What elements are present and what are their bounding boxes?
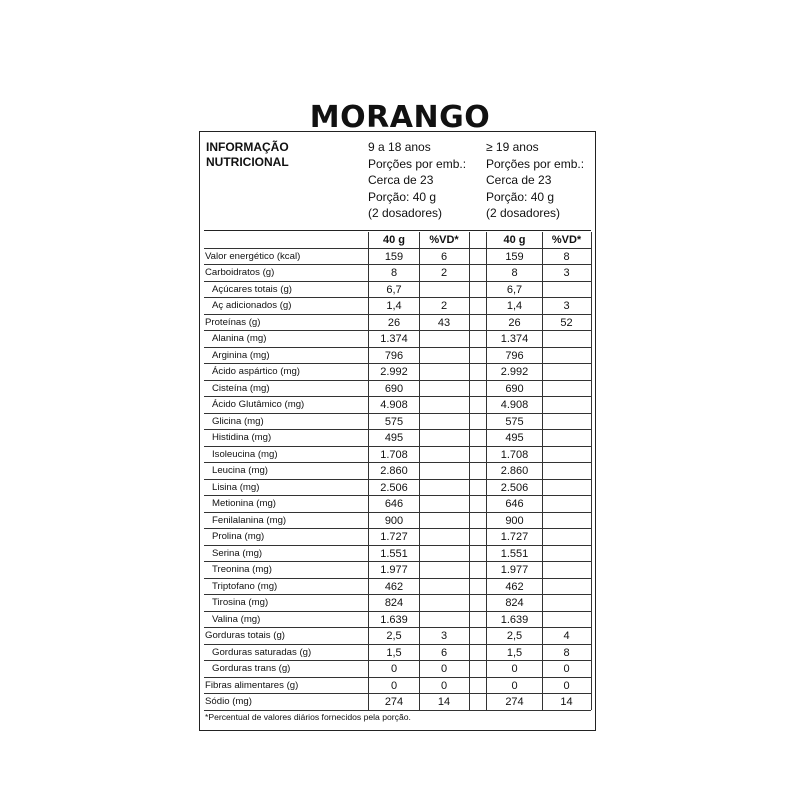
group-b-vd-value: 0 (563, 663, 570, 675)
nutrient-row (200, 447, 597, 464)
group-a-age-range: 9 a 18 anos (368, 140, 431, 154)
group-b-vd-value (542, 595, 591, 612)
group-a-vd-value (419, 381, 469, 398)
group-a-value: 274 (384, 696, 404, 708)
group-a-value: 2.992 (380, 366, 408, 378)
nutrient-row (200, 463, 597, 480)
group-b-vd-header: %VD* (551, 234, 582, 246)
group-a-value: 1.727 (380, 531, 408, 543)
group-a-value: 1,5 (386, 646, 402, 659)
group-a-value: 1.977 (380, 564, 408, 576)
group-a-vd-header: %VD* (429, 234, 459, 246)
group-b-value: 159 (505, 250, 524, 263)
group-b-value: 274 (505, 696, 524, 708)
nutrient-name: Leucina (mg) (212, 465, 268, 476)
group-b-vd-value (542, 480, 591, 497)
nutrition-facts-label (199, 131, 596, 731)
nutrient-row (200, 381, 597, 398)
nutrient-name: Serina (mg) (212, 547, 263, 559)
nutrient-row (200, 628, 597, 645)
nutrient-name: Ácido aspártico (mg) (212, 366, 300, 377)
group-b-vd-value (542, 348, 591, 365)
group-a-value: 8 (390, 267, 398, 279)
nutrient-row (200, 579, 597, 596)
group-a-vd-value (419, 397, 469, 414)
group-b-value: 796 (505, 349, 524, 362)
group-b-value: 1.551 (500, 547, 529, 560)
group-a-vd-value: 6 (440, 250, 448, 263)
nutrient-name: Proteínas (g) (205, 316, 261, 328)
nutrient-name: Gorduras trans (g) (212, 663, 291, 674)
group-a-value: 575 (384, 415, 404, 428)
group-a-vd-value (419, 496, 469, 513)
group-b-vd-value (542, 447, 591, 464)
group-b-vd-value: 8 (563, 646, 570, 659)
column-header-row (200, 232, 597, 249)
nutrient-row (200, 694, 597, 711)
group-b-value: 0 (511, 663, 518, 675)
group-b-value: 1.727 (500, 531, 529, 543)
group-a-vd-value (419, 414, 469, 431)
group-a-vd-value: 2 (440, 300, 448, 312)
group-b-age-range: ≥ 19 anos (486, 140, 539, 154)
group-b-vd-value: 3 (563, 300, 570, 312)
nutrient-name: Lisina (mg) (212, 481, 260, 493)
column-rule (486, 232, 487, 710)
group-a-vd-value (419, 595, 469, 612)
nutrient-name: Alanina (mg) (212, 333, 267, 344)
nutrient-name: Açúcares totais (g) (212, 283, 292, 295)
nutrient-row (200, 562, 597, 579)
group-b-vd-value: 4 (563, 630, 570, 642)
nutrient-row (200, 364, 597, 381)
group-b-value: 8 (511, 267, 518, 279)
group-b-vd-value (542, 579, 591, 596)
group-a-value: 1.639 (380, 613, 408, 626)
nutrient-name: Valina (mg) (212, 613, 261, 625)
nutrient-name: Glicina (mg) (212, 415, 264, 427)
nutrient-name: Fibras alimentares (g) (205, 679, 299, 691)
group-b-value: 6,7 (506, 283, 523, 296)
group-b-value: 575 (505, 415, 524, 428)
nutrient-name: Prolina (mg) (212, 531, 265, 542)
nutrient-name: Valor energético (kcal) (205, 250, 301, 262)
group-b-value: 1,5 (506, 646, 523, 659)
group-a-value: 159 (384, 250, 404, 263)
nutrient-row (200, 645, 597, 662)
group-a-vd-value (419, 513, 469, 530)
nutrient-row (200, 513, 597, 530)
group-b-vd-value: 0 (563, 679, 570, 692)
group-a-value: 0 (390, 679, 398, 692)
row-divider (204, 710, 591, 711)
column-rule (469, 232, 470, 710)
nutrient-row (200, 480, 597, 497)
nutrient-name: Fenilalanina (mg) (212, 514, 287, 526)
group-b-portion: Porção: 40 g (486, 189, 555, 204)
group-b-value: 0 (511, 679, 518, 692)
group-a-value: 1.708 (380, 448, 408, 461)
nutrient-name: Ácido Glutâmico (mg) (212, 399, 305, 410)
nutrient-name: Cisteína (mg) (212, 382, 270, 394)
nutrient-row (200, 661, 597, 678)
group-b-vd-value: 3 (563, 267, 570, 279)
group-b-vd-value (542, 546, 591, 563)
group-a-vd-value (419, 546, 469, 563)
group-a-vd-value (419, 331, 469, 348)
flavor-title: MORANGO (309, 100, 491, 135)
group-a-value: 2.506 (380, 481, 408, 494)
group-b-value: 824 (505, 597, 524, 609)
group-a-vd-value (419, 430, 469, 447)
group-b-servings-count: Cerca de 23 (486, 173, 552, 187)
nutrient-row (200, 430, 597, 447)
nutrient-row (200, 348, 597, 365)
group-a-value: 495 (384, 432, 404, 444)
group-a-servings-count: Cerca de 23 (368, 173, 434, 187)
nutrient-table (200, 232, 597, 711)
group-b-value: 26 (508, 316, 521, 329)
nutrient-name: Aç adicionados (g) (212, 300, 292, 311)
nutrient-name: Gorduras totais (g) (205, 630, 285, 641)
column-rule (591, 232, 592, 710)
group-b-vd-value (542, 562, 591, 579)
nutrient-row (200, 282, 597, 299)
group-a-vd-value (419, 463, 469, 480)
nutrient-name: Sódio (mg) (205, 696, 252, 707)
group-a-vd-value (419, 447, 469, 464)
group-a-serving-info (368, 139, 466, 222)
group-b-vd-value (542, 414, 591, 431)
group-a-value: 462 (384, 580, 404, 593)
group-b-scoops: (2 dosadores) (486, 206, 561, 220)
group-b-value: 900 (505, 514, 524, 527)
nutrient-row (200, 546, 597, 563)
label-heading-line-1: INFORMAÇÃO (206, 140, 289, 154)
group-b-vd-value (542, 381, 591, 398)
group-a-value: 1.374 (380, 333, 408, 345)
nutrient-name: Tirosina (mg) (212, 597, 269, 608)
group-b-vd-value (542, 513, 591, 530)
nutrient-row (200, 529, 597, 546)
group-a-scoops: (2 dosadores) (368, 206, 443, 220)
group-b-vd-value: 52 (560, 316, 573, 329)
group-a-vd-value: 2 (440, 267, 448, 279)
group-a-value: 1.551 (380, 547, 408, 560)
group-a-value: 900 (384, 514, 404, 527)
column-rule (419, 232, 420, 710)
group-a-value: 690 (384, 382, 404, 395)
nutrient-name: Treonina (mg) (212, 564, 272, 575)
group-a-vd-value (419, 348, 469, 365)
group-b-vd-value: 8 (563, 250, 570, 263)
nutrient-row (200, 315, 597, 332)
nutrient-name: Carboidratos (g) (205, 267, 275, 278)
nutrient-name: Metionina (mg) (212, 498, 276, 509)
group-b-vd-value (542, 397, 591, 414)
group-b-value: 2.860 (500, 465, 529, 477)
group-a-vd-value: 0 (440, 679, 448, 692)
group-b-servings-label: Porções por emb.: (486, 156, 585, 171)
nutrient-row (200, 414, 597, 431)
group-b-vd-value (542, 463, 591, 480)
group-a-vd-value: 3 (440, 630, 448, 642)
group-b-value: 462 (505, 580, 524, 593)
group-b-value: 4.908 (500, 399, 529, 411)
group-b-serving-info (486, 139, 584, 222)
group-a-vd-value: 6 (440, 646, 448, 659)
group-a-portion-header: 40 g (382, 234, 405, 246)
group-a-value: 2,5 (386, 630, 402, 642)
nutrient-row (200, 298, 597, 315)
group-a-value: 0 (390, 663, 398, 675)
column-rule (368, 232, 369, 710)
group-a-vd-value (419, 282, 469, 299)
group-a-vd-value: 0 (440, 663, 448, 675)
group-a-value: 1,4 (386, 300, 402, 312)
group-b-vd-value (542, 282, 591, 299)
nutrient-name: Gorduras saturadas (g) (212, 646, 312, 658)
group-b-vd-value (542, 496, 591, 513)
nutrient-row (200, 496, 597, 513)
label-heading-line-2: NUTRICIONAL (206, 155, 289, 169)
group-a-vd-value (419, 364, 469, 381)
group-a-vd-value (419, 480, 469, 497)
group-b-vd-value (542, 331, 591, 348)
nutrient-name: Arginina (mg) (212, 349, 270, 361)
nutrient-name: Histidina (mg) (212, 432, 272, 443)
label-heading (206, 140, 289, 170)
group-a-vd-value (419, 612, 469, 629)
group-b-value: 1,4 (506, 300, 523, 312)
group-a-value: 796 (384, 349, 404, 362)
group-b-value: 495 (505, 432, 524, 444)
footnote: *Percentual de valores diários fornecidos pela porção. (205, 712, 411, 722)
group-a-vd-value (419, 562, 469, 579)
nutrient-name: Triptofano (mg) (212, 580, 278, 592)
nutrient-row (200, 249, 597, 266)
group-b-vd-value (542, 364, 591, 381)
group-b-value: 1.374 (500, 333, 529, 345)
group-b-value: 2.506 (500, 481, 529, 494)
nutrient-row (200, 595, 597, 612)
group-b-value: 2.992 (500, 366, 529, 378)
nutrient-row (200, 331, 597, 348)
group-a-vd-value (419, 579, 469, 596)
column-rule (542, 232, 543, 710)
group-a-value: 2.860 (380, 465, 408, 477)
group-b-value: 646 (505, 498, 524, 510)
group-b-value: 690 (505, 382, 524, 395)
nutrient-row (200, 397, 597, 414)
group-a-value: 26 (387, 316, 401, 329)
group-b-value: 1.708 (500, 448, 529, 461)
group-b-value: 2,5 (506, 630, 523, 642)
group-a-vd-value (419, 529, 469, 546)
group-b-vd-value (542, 612, 591, 629)
header-divider (204, 230, 591, 231)
group-a-vd-value: 14 (437, 696, 451, 708)
group-b-vd-value (542, 529, 591, 546)
group-a-vd-value: 43 (437, 316, 451, 329)
nutrient-row (200, 265, 597, 282)
group-a-servings-label: Porções por emb.: (368, 156, 467, 171)
group-b-portion-header: 40 g (503, 234, 526, 246)
group-b-value: 1.977 (500, 564, 529, 576)
nutrient-row (200, 612, 597, 629)
group-a-value: 646 (384, 498, 404, 510)
group-b-value: 1.639 (500, 613, 529, 626)
group-a-portion: Porção: 40 g (368, 189, 437, 204)
group-a-value: 4.908 (380, 399, 408, 411)
group-b-vd-value: 14 (560, 696, 573, 708)
group-a-value: 6,7 (386, 283, 402, 296)
nutrient-row (200, 678, 597, 695)
group-a-value: 824 (384, 597, 404, 609)
group-b-vd-value (542, 430, 591, 447)
nutrient-name: Isoleucina (mg) (212, 448, 278, 460)
